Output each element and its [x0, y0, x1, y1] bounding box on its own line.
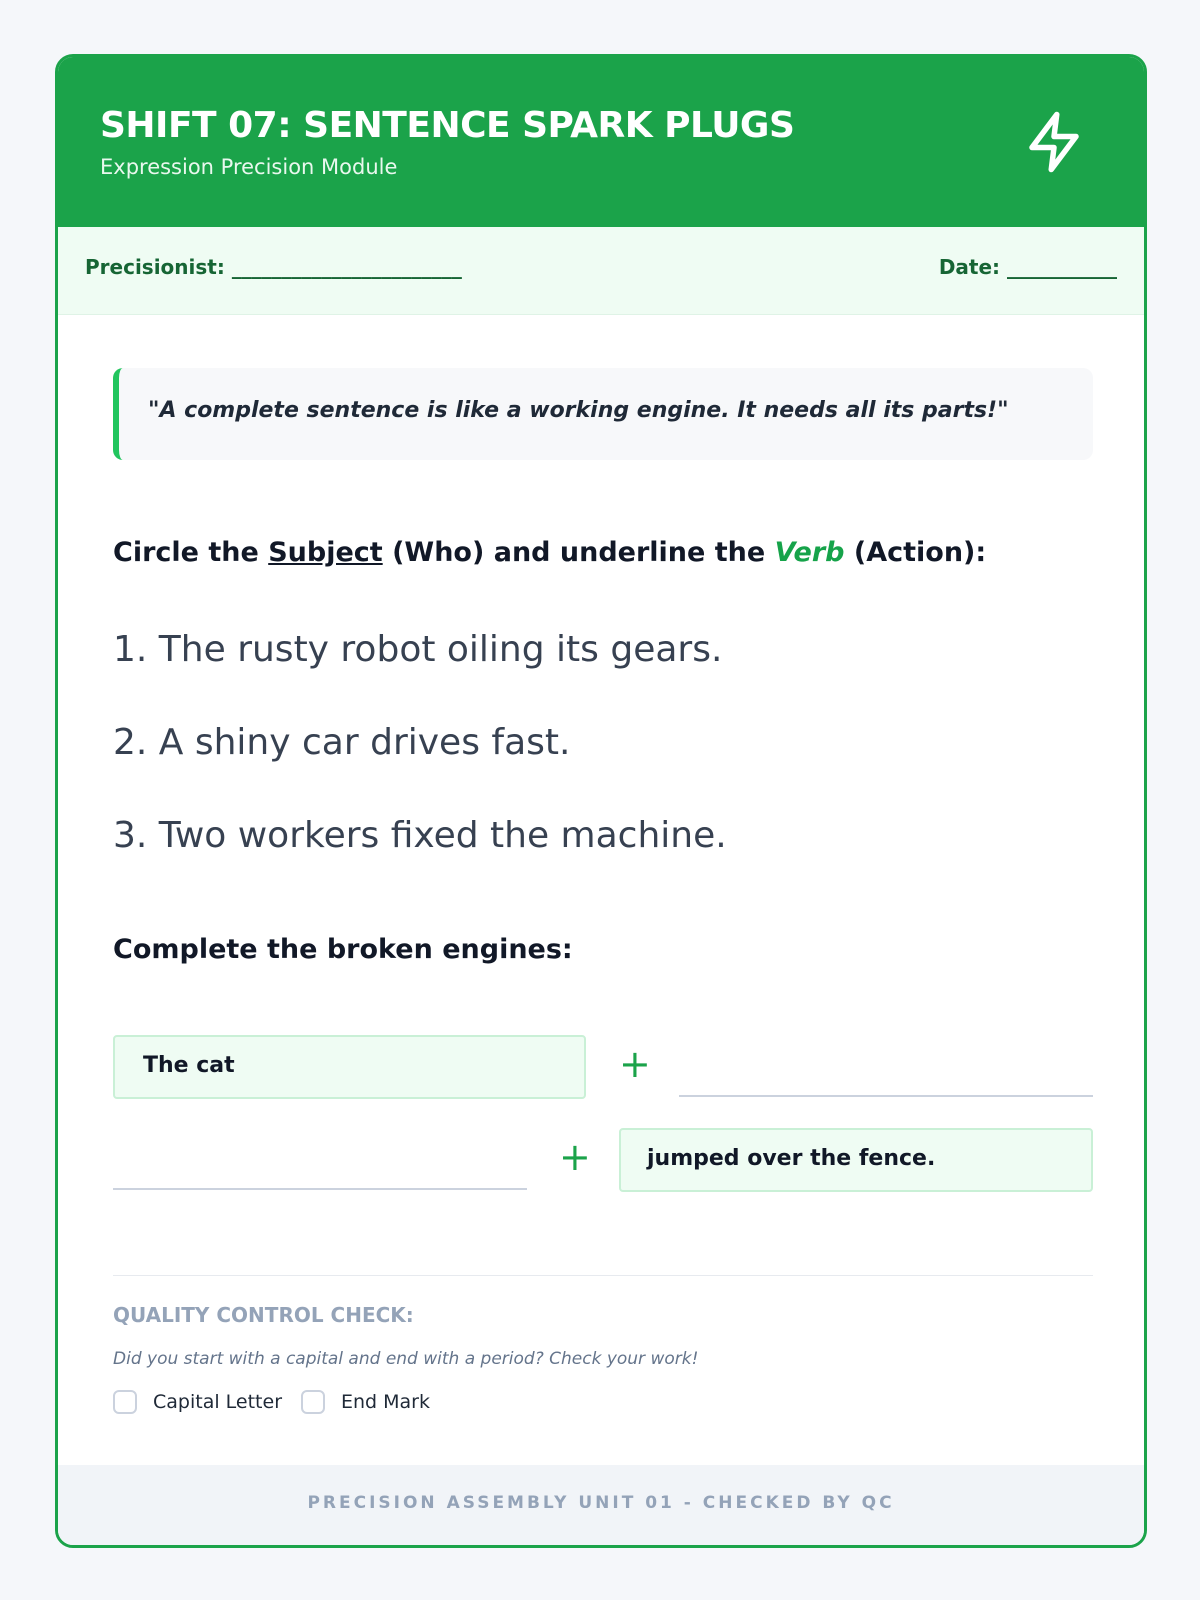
broken-engines-instruction: Complete the broken engines: [113, 934, 573, 965]
quote-text: "A complete sentence is like a working engine. It needs all its parts!" [148, 398, 1009, 423]
given-subject-box [113, 1035, 586, 1099]
instruction-text: (Action): [844, 537, 987, 568]
checkbox[interactable] [113, 1390, 137, 1414]
worksheet-card [55, 54, 1147, 1548]
plus-icon: + [559, 1135, 591, 1179]
precisionist-field[interactable]: Precisionist: _______________________ [85, 255, 462, 279]
sentence-item[interactable]: 1. The rusty robot oiling its gears. [113, 629, 723, 670]
given-predicate-text: jumped over the fence. [647, 1146, 936, 1171]
plus-icon: + [619, 1042, 651, 1086]
subject-word: Subject [268, 537, 383, 568]
predicate-blank[interactable] [679, 1095, 1093, 1097]
date-field[interactable]: Date: ___________ [938, 255, 1117, 279]
instruction-text: Circle the [113, 537, 269, 568]
given-predicate-box [619, 1128, 1093, 1192]
lightning-bolt-icon [1021, 109, 1087, 175]
instruction-text: (Who) and underline the [382, 537, 775, 568]
info-bar [58, 227, 1144, 315]
qc-note: Did you start with a capital and end with a period? Check your work! [113, 1349, 699, 1369]
subject-blank[interactable] [113, 1188, 527, 1190]
checkbox-label: End Mark [341, 1391, 430, 1413]
verb-word: Verb [774, 537, 845, 568]
given-subject-text: The cat [143, 1053, 235, 1078]
header-banner [58, 57, 1144, 227]
subject-verb-instruction [113, 537, 986, 568]
sentence-item[interactable]: 3. Two workers fixed the machine. [113, 815, 727, 856]
checkbox-label: Capital Letter [153, 1391, 283, 1413]
worksheet-title: SHIFT 07: SENTENCE SPARK PLUGS [100, 105, 795, 146]
qc-title: QUALITY CONTROL CHECK: [113, 1303, 414, 1327]
worksheet-subtitle: Expression Precision Module [100, 155, 398, 179]
footer-text: PRECISION ASSEMBLY UNIT 01 - CHECKED BY QC [307, 1493, 895, 1513]
quote-box [113, 368, 1093, 460]
checkbox[interactable] [301, 1390, 325, 1414]
sentence-item[interactable]: 2. A shiny car drives fast. [113, 722, 571, 763]
divider [113, 1275, 1093, 1276]
footer [58, 1465, 1144, 1545]
